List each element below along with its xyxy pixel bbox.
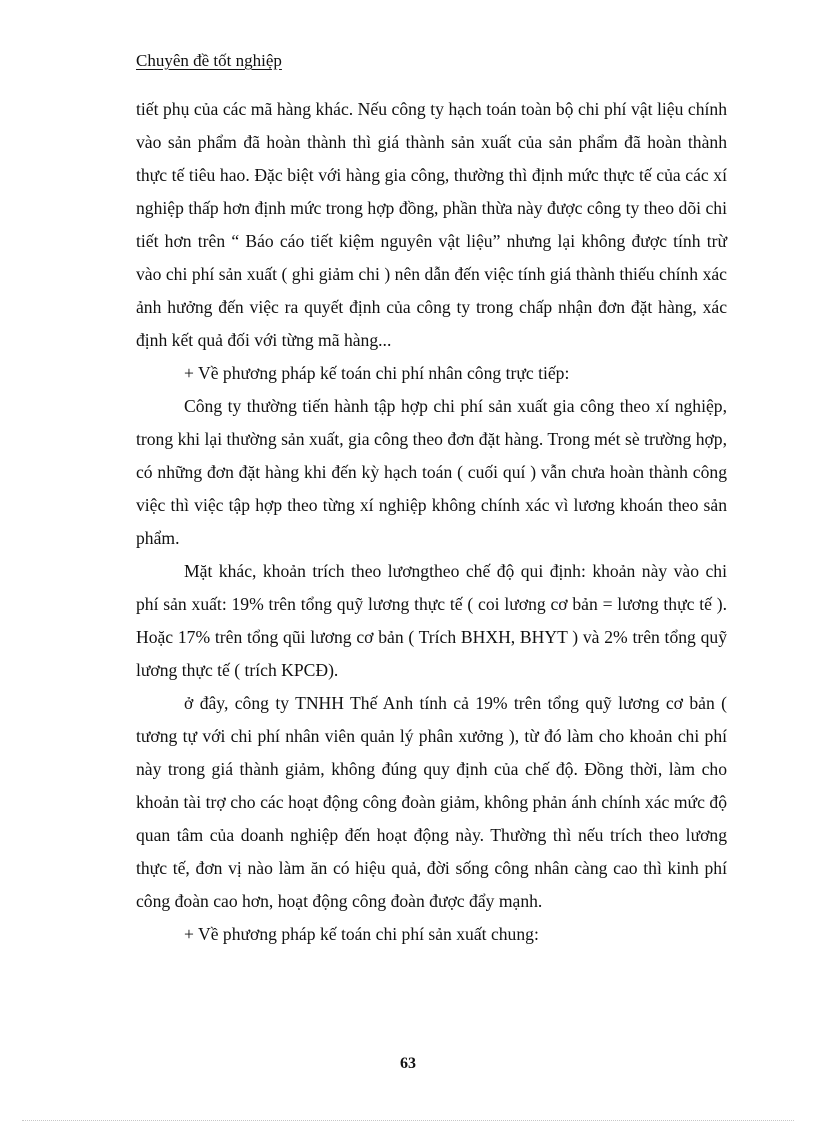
page-bottom-divider	[22, 1120, 794, 1121]
body-text	[136, 93, 727, 951]
paragraph-3: Công ty thường tiến hành tập hợp chi phí sản xuất gia công theo xí nghiệp, trong khi lại thường sản xuất, gia công theo đơn đặt hàng. Trong mét sè trường hợp, có những đơn đặt hàng khi đến kỳ hạch toán ( cuối quí ) vẫn chưa hoàn thành công việc thì việc tập hợp theo từng xí nghiệp không chính xác vì lương khoán theo sản phẩm.	[136, 396, 727, 548]
paragraph-1: tiết phụ của các mã hàng khác. Nếu công ty hạch toán toàn bộ chi phí vật liệu chính vào sản phẩm đã hoàn thành thì giá thành sản xuất của sản phẩm đã hoàn thành thực tế tiêu hao. Đặc biệt với hàng gia công, thường thì định mức thực tế của các xí nghiệp thấp hơn định mức trong hợp đồng, phần thừa này được công ty theo dõi chi tiết hơn trên “ Báo cáo tiết kiệm nguyên vật liệu” nhưng lại không được tính trừ vào chi phí sản xuất ( ghi giảm chi ) nên dẫn đến việc tính giá thành thiếu chính xác ảnh hưởng đến việc ra quyết định của công ty trong chấp nhận đơn đặt hàng, xác định kết quả đối với từng mã hàng...	[136, 99, 727, 350]
page-number: 63	[400, 1055, 416, 1072]
paragraph-2-heading: + Về phương pháp kế toán chi phí nhân công trực tiếp:	[184, 363, 570, 383]
page-header: Chuyên đề tốt nghiệp	[136, 51, 282, 70]
paragraph-4: Mặt khác, khoản trích theo lươngtheo chế độ qui định: khoản này vào chi phí sản xuất: 19% trên tổng quỹ lương thực tế ( coi lương cơ bản = lương thực tế ). Hoặc 17% trên tổng qũi lương cơ bản ( Trích BHXH, BHYT ) và 2% trên tổng quỹ lương thực tế ( trích KPCĐ).	[136, 561, 727, 680]
paragraph-5: ở đây, công ty TNHH Thế Anh tính cả 19% trên tổng quỹ lương cơ bản ( tương tự với chi phí nhân viên quản lý phân xưởng ), từ đó làm cho khoản chi phí này trong giá thành giảm, không đúng quy định của chế độ. Đồng thời, làm cho khoản tài trợ cho các hoạt động công đoàn giảm, không phản ánh chính xác mức độ quan tâm của doanh nghiệp đến hoạt động này. Thường thì nếu trích theo lương thực tế, đơn vị nào làm ăn có hiệu quả, đời sống công nhân càng cao thì kinh phí công đoàn cao hơn, hoạt động công đoàn được đẩy mạnh.	[136, 693, 727, 911]
paragraph-6-heading: + Về phương pháp kế toán chi phí sản xuất chung:	[184, 924, 539, 944]
